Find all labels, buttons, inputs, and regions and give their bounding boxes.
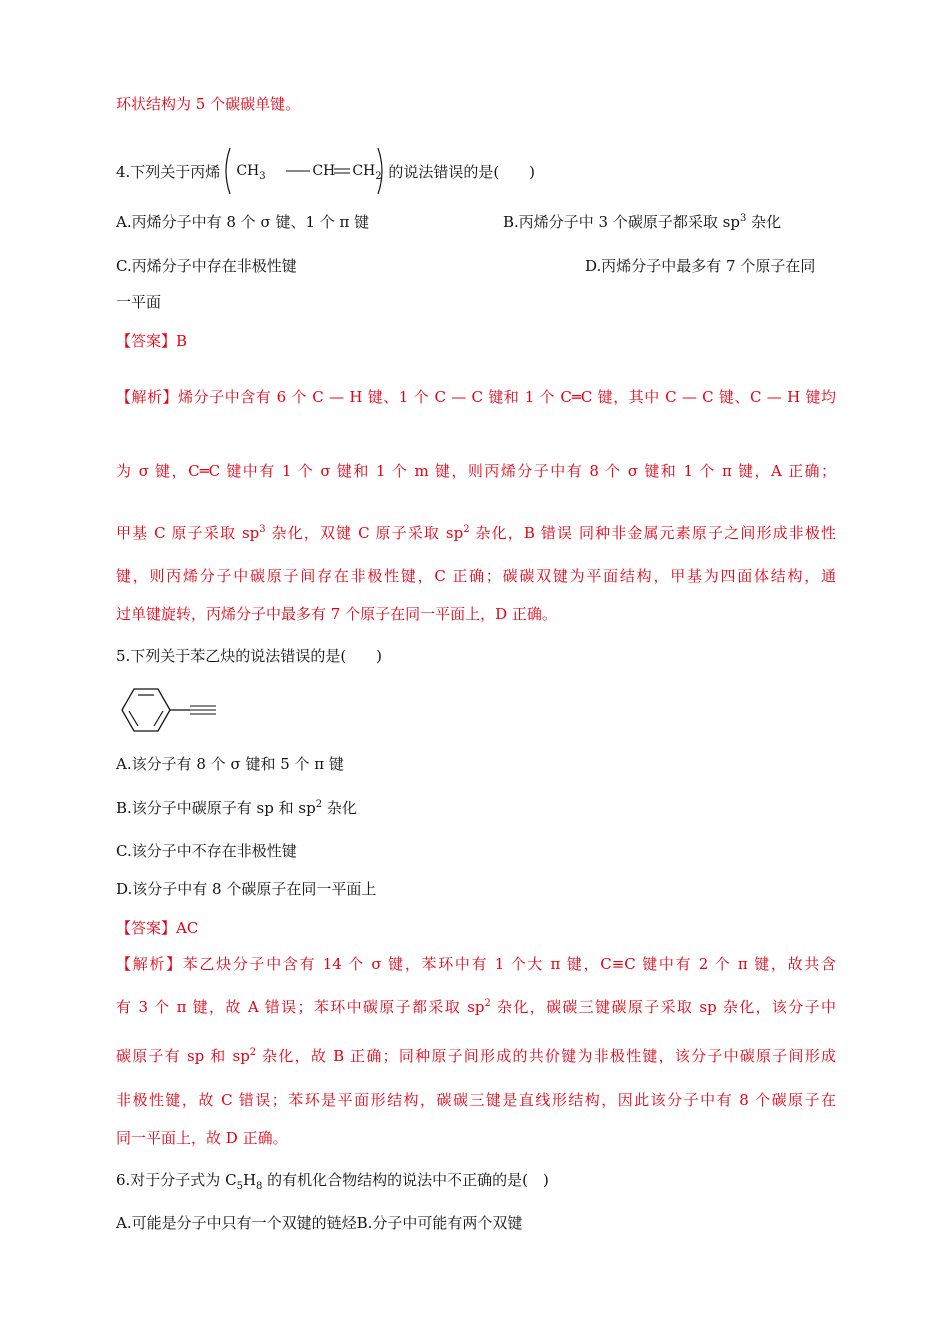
q5-explanation-5: 同一平面上，故 D 正确。 <box>116 1129 288 1147</box>
q5-explanation-3: 碳原子有 sp 和 $sp^2$ 杂化，故 B 正确；同种原子间形成的共价键为非极性键，该分子中碳原子间形成 <box>116 1047 836 1065</box>
q4-explanation-5: 过单键旋转，丙烯分子中最多有 7 个原子在同一平面上，D 正确。 <box>116 605 557 623</box>
q5-explanation-1: 【解析】苯乙炔分子中含有 14 个 σ 键，苯环中有 1 个大 π 键，C≡C 键中有 2 个 π 键，故共含 <box>116 955 836 973</box>
q4-option-d: D.丙烯分子中最多有 7 个原子在同 <box>585 257 816 275</box>
q5-stem: 5.下列关于苯乙炔的说法错误的是( ) <box>116 647 383 665</box>
q5-option-a: A.该分子有 8 个 σ 键和 5 个 π 键 <box>116 755 344 773</box>
q6-options-ab: A.可能是分子中只有一个双键的链烃B.分子中可能有两个双键 <box>116 1214 523 1232</box>
q4-answer: 【答案】B <box>116 332 188 350</box>
phenylacetylene-structure <box>114 684 218 736</box>
q5-option-b: B.该分子中碳原子有 sp 和 $sp^2$ 杂化 <box>116 799 357 817</box>
q6-stem: 6.对于分子式为 $C_5H_8$ 的有机化合物结构的说法中不正确的是( ) <box>116 1171 549 1192</box>
q4-stem <box>116 148 535 198</box>
q4-explanation-1: 【解析】烯分子中含有 6 个 C — H 键、1 个 C — C 键和 1 个 C═C 键，其中 C — C 键、C — H 键均 <box>116 388 836 406</box>
propene-formula <box>222 146 386 196</box>
ch2-group: $CH_2$ <box>352 163 382 182</box>
ch-group: CH <box>312 163 336 179</box>
q5-explanation-4: 非极性键，故 C 错误；苯环是平面形结构，碳碳三键是直线形结构，因此该分子中有 8 个碳原子在 <box>116 1091 836 1109</box>
q5-explanation-2: 有 3 个 π 键，故 A 错误；苯环中碳原子都采取 $sp^2$ 杂化，碳碳三键碳原子采取 sp 杂化，该分子中 <box>116 998 836 1016</box>
prev-explanation-tail: 环状结构为 5 个碳碳单键。 <box>116 95 301 113</box>
q4-option-c: C.丙烯分子中存在非极性键 <box>116 257 297 275</box>
q4-explanation-3: 甲基 C 原子采取 $sp^3$ 杂化，双键 C 原子采取 $sp^2$ 杂化，B 错误 同种非金属元素原子之间形成非极性 <box>116 524 836 542</box>
q4-explanation-2: 为 σ 键，C═C 键中有 1 个 σ 键和 1 个 m 键，则丙烯分子中有 8 个 σ 键和 1 个 π 键，A 正确； <box>116 462 836 480</box>
q4-option-d-cont: 一平面 <box>116 293 162 311</box>
q5-answer: 【答案】AC <box>116 919 199 937</box>
q4-stem-prefix: 4.下列关于丙烯 <box>116 163 221 181</box>
q4-explanation-4: 键，则丙烯分子中碳原子间存在非极性键，C 正确；碳碳双键为平面结构，甲基为四面体结构，通 <box>116 567 836 585</box>
q4-option-a: A.丙烯分子中有 8 个 σ 键、1 个 π 键 <box>116 213 370 231</box>
ch3-group: $CH_3$ <box>236 163 266 182</box>
q5-option-c: C.该分子中不存在非极性键 <box>116 842 297 860</box>
q4-option-b: B.丙烯分子中 3 个碳原子都采取 $sp^3$ 杂化 <box>503 213 782 231</box>
q4-stem-suffix: 的说法错误的是( ) <box>388 163 536 181</box>
q5-option-d: D.该分子中有 8 个碳原子在同一平面上 <box>116 880 377 898</box>
